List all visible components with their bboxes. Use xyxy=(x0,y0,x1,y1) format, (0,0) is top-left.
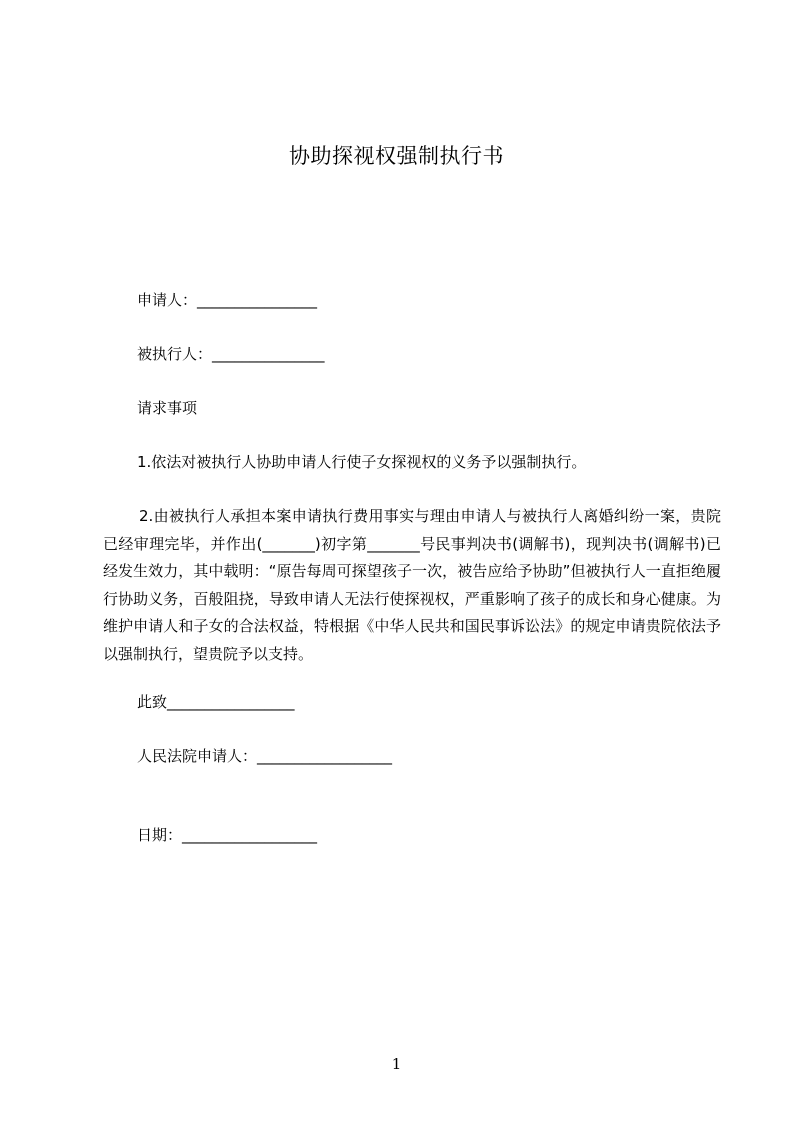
salutation-line: 此致_________________ xyxy=(137,693,295,711)
document-title: 协助探视权强制执行书 xyxy=(289,144,504,168)
date-line: 日期：__________________ xyxy=(137,826,318,844)
request-item-2 xyxy=(103,503,721,668)
respondent-line: 被执行人：_______________ xyxy=(137,345,325,363)
applicant-line: 申请人：________________ xyxy=(137,291,318,309)
request-item-1: 1.依法对被执行人协助申请人行使子女探视权的义务予以强制执行。 xyxy=(137,453,587,471)
request-item-2-text: 2.由被执行人承担本案申请执行费用事实与理由申请人与被执行人离婚纠纷一案，贵院已经审理完毕，并作出(_______)初字第_______号民事判决书(调解书)，现判决书(调解书)已经发生效力，其中载明：“原告每周可探望孩子一次，被告应给予协助”但被执行人一直拒绝履行协助义务，百般阻挠，导致申请人无法行使探视权，严重影响了孩子的成长和身心健康。为维护申请人和子女的合法权益，特根据《中华人民共和国民事诉讼法》的规定申请贵院依法予以强制执行，望贵院予以支持。 xyxy=(103,507,721,663)
request-heading: 请求事项 xyxy=(137,399,198,417)
court-applicant-line: 人民法院申请人：__________________ xyxy=(137,747,393,765)
page-number: 1 xyxy=(391,1055,402,1073)
